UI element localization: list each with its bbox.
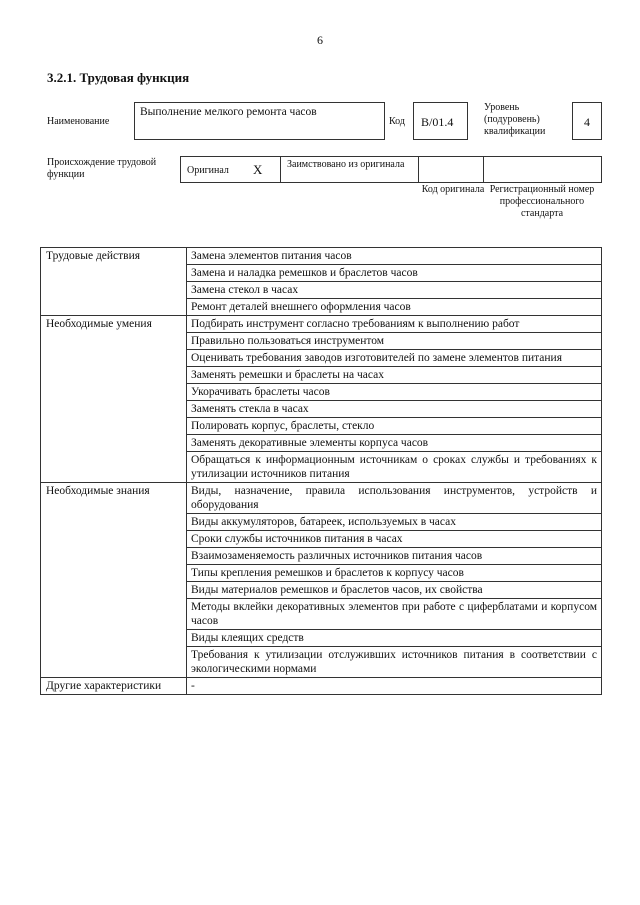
item-cell: Взаимозаменяемость различных источников питания часов (187, 548, 602, 565)
code-original-label: Код оригинала (421, 184, 485, 195)
reg-number-label: Регистрационный номер профессионального стандарта (489, 184, 595, 219)
item-cell: Заменять стекла в часах (187, 401, 602, 418)
item-cell: Замена стекол в часах (187, 282, 602, 299)
level-label: Уровень (подуровень) квалификации (484, 102, 546, 137)
category-cell: Необходимые знания (41, 483, 187, 678)
code-original-cell (419, 157, 484, 182)
original-label: Оригинал (187, 165, 229, 176)
category-cell: Необходимые умения (41, 316, 187, 483)
item-cell: Заменять декоративные элементы корпуса часов (187, 435, 602, 452)
origin-label: Происхождение трудовой функции (47, 157, 157, 180)
item-cell: Ремонт деталей внешнего оформления часов (187, 299, 602, 316)
original-mark: X (253, 162, 263, 177)
item-cell: Требования к утилизации отслуживших источников питания в соответствии с экологическими нормами (187, 647, 602, 678)
item-cell: Виды клеящих средств (187, 630, 602, 647)
category-cell: Трудовые действия (41, 248, 187, 316)
reg-number-cell (484, 157, 603, 182)
item-cell: Полировать корпус, браслеты, стекло (187, 418, 602, 435)
table-row (41, 483, 602, 514)
name-label: Наименование (47, 116, 110, 127)
item-cell: Заменять ремешки и браслеты на часах (187, 367, 602, 384)
section-title: 3.2.1. Трудовая функция (47, 70, 190, 85)
borrowed-cell (281, 157, 419, 182)
function-table (40, 247, 602, 695)
table-row (41, 316, 602, 333)
item-cell: Сроки службы источников питания в часах (187, 531, 602, 548)
item-cell: Виды аккумуляторов, батареек, используемых в часах (187, 514, 602, 531)
item-cell: Подбирать инструмент согласно требованиям к выполнению работ (187, 316, 602, 333)
code-label: Код (389, 116, 405, 127)
origin-row (180, 156, 602, 183)
category-cell: Другие характеристики (41, 678, 187, 695)
item-cell: Оценивать требования заводов изготовителей по замене элементов питания (187, 350, 602, 367)
item-cell: Замена и наладка ремешков и браслетов часов (187, 265, 602, 282)
level-value: 4 (572, 102, 602, 140)
item-cell: Правильно пользоваться инструментом (187, 333, 602, 350)
item-cell: Замена элементов питания часов (187, 248, 602, 265)
name-value: Выполнение мелкого ремонта часов (134, 102, 385, 140)
item-cell: Типы крепления ремешков и браслетов к корпусу часов (187, 565, 602, 582)
item-cell: - (187, 678, 602, 695)
item-cell: Виды материалов ремешков и браслетов часов, их свойства (187, 582, 602, 599)
table-row (41, 678, 602, 695)
item-cell: Виды, назначение, правила использования инструментов, устройств и оборудования (187, 483, 602, 514)
table-row (41, 248, 602, 265)
borrowed-label: Заимствовано из оригинала (287, 159, 405, 170)
item-cell: Укорачивать браслеты часов (187, 384, 602, 401)
code-value: В/01.4 (413, 102, 468, 140)
item-cell: Методы вклейки декоративных элементов при работе с циферблатами и корпусом часов (187, 599, 602, 630)
original-cell (181, 157, 281, 182)
page-number: 6 (317, 33, 323, 47)
item-cell: Обращаться к информационным источникам о сроках службы и требованиях к утилизации источников питания (187, 452, 602, 483)
